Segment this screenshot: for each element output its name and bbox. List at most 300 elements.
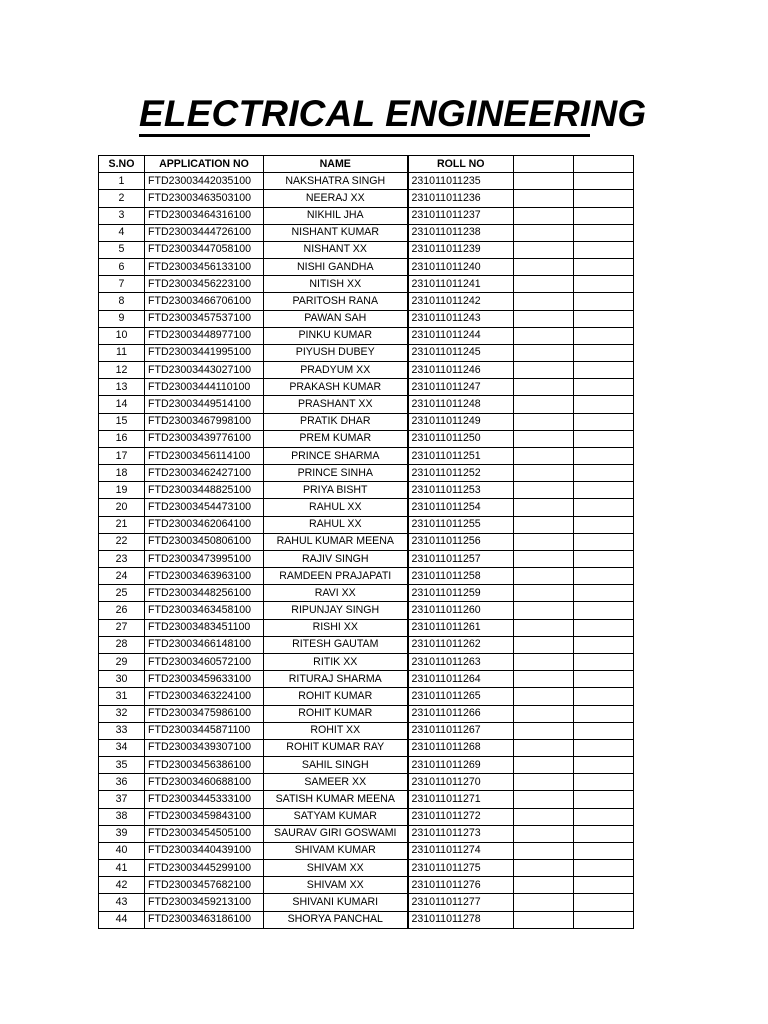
table-row bbox=[99, 619, 634, 636]
sno-cell: 19 bbox=[99, 482, 145, 499]
sno-cell: 27 bbox=[99, 619, 145, 636]
blank-cell bbox=[514, 722, 574, 739]
table-row bbox=[99, 465, 634, 482]
table-row bbox=[99, 533, 634, 550]
blank-cell bbox=[514, 241, 574, 258]
blank-cell bbox=[574, 808, 634, 825]
roll-no-cell: 231011011256 bbox=[408, 533, 514, 550]
name-cell: RIPUNJAY SINGH bbox=[264, 602, 408, 619]
blank-cell bbox=[514, 568, 574, 585]
name-cell: PRAKASH KUMAR bbox=[264, 379, 408, 396]
blank-cell bbox=[574, 327, 634, 344]
roll-no-cell: 231011011252 bbox=[408, 465, 514, 482]
name-cell: NAKSHATRA SINGH bbox=[264, 173, 408, 190]
roll-no-cell: 231011011277 bbox=[408, 894, 514, 911]
blank-cell bbox=[574, 362, 634, 379]
application-no-cell: FTD23003448825100 bbox=[145, 482, 264, 499]
blank-cell bbox=[574, 293, 634, 310]
blank-cell bbox=[514, 585, 574, 602]
sno-cell: 15 bbox=[99, 413, 145, 430]
blank-cell bbox=[574, 791, 634, 808]
table-row bbox=[99, 877, 634, 894]
table-row bbox=[99, 911, 634, 928]
blank-cell bbox=[574, 602, 634, 619]
application-no-cell: FTD23003459843100 bbox=[145, 808, 264, 825]
sno-cell: 16 bbox=[99, 430, 145, 447]
blank-cell bbox=[514, 224, 574, 241]
sno-cell: 4 bbox=[99, 224, 145, 241]
blank-cell bbox=[514, 516, 574, 533]
blank-cell bbox=[574, 825, 634, 842]
sno-cell: 18 bbox=[99, 465, 145, 482]
roll-no-cell: 231011011238 bbox=[408, 224, 514, 241]
name-cell: SATISH KUMAR MEENA bbox=[264, 791, 408, 808]
table-row bbox=[99, 653, 634, 670]
roll-no-cell: 231011011264 bbox=[408, 671, 514, 688]
sno-cell: 17 bbox=[99, 447, 145, 464]
name-cell: PRATIK DHAR bbox=[264, 413, 408, 430]
table-body bbox=[99, 173, 634, 929]
application-no-cell: FTD23003457682100 bbox=[145, 877, 264, 894]
table-row bbox=[99, 344, 634, 361]
blank-cell bbox=[574, 413, 634, 430]
table-row bbox=[99, 774, 634, 791]
sno-cell: 2 bbox=[99, 190, 145, 207]
name-cell: RISHI XX bbox=[264, 619, 408, 636]
sno-cell: 10 bbox=[99, 327, 145, 344]
application-no-cell: FTD23003447058100 bbox=[145, 241, 264, 258]
application-no-cell: FTD23003439307100 bbox=[145, 739, 264, 756]
sno-cell: 38 bbox=[99, 808, 145, 825]
name-cell: ROHIT KUMAR bbox=[264, 688, 408, 705]
header-row bbox=[99, 156, 634, 173]
name-cell: PRINCE SINHA bbox=[264, 465, 408, 482]
blank-cell bbox=[514, 877, 574, 894]
roll-no-cell: 231011011237 bbox=[408, 207, 514, 224]
table-row bbox=[99, 550, 634, 567]
table-row bbox=[99, 447, 634, 464]
roll-no-cell: 231011011240 bbox=[408, 259, 514, 276]
blank-cell bbox=[514, 619, 574, 636]
roll-no-cell: 231011011248 bbox=[408, 396, 514, 413]
roll-no-cell: 231011011257 bbox=[408, 550, 514, 567]
name-cell: RAVI XX bbox=[264, 585, 408, 602]
name-cell: SHIVAM XX bbox=[264, 860, 408, 877]
blank-cell bbox=[514, 774, 574, 791]
sno-cell: 32 bbox=[99, 705, 145, 722]
sno-cell: 34 bbox=[99, 739, 145, 756]
name-cell: RAHUL KUMAR MEENA bbox=[264, 533, 408, 550]
name-cell: RITIK XX bbox=[264, 653, 408, 670]
sno-cell: 44 bbox=[99, 911, 145, 928]
sno-cell: 40 bbox=[99, 842, 145, 859]
blank-cell bbox=[574, 379, 634, 396]
application-no-cell: FTD23003444726100 bbox=[145, 224, 264, 241]
header-blank-2 bbox=[574, 156, 634, 173]
roll-no-cell: 231011011270 bbox=[408, 774, 514, 791]
roll-no-cell: 231011011239 bbox=[408, 241, 514, 258]
blank-cell bbox=[574, 619, 634, 636]
table-row bbox=[99, 173, 634, 190]
name-cell: ROHIT KUMAR bbox=[264, 705, 408, 722]
blank-cell bbox=[574, 533, 634, 550]
blank-cell bbox=[574, 842, 634, 859]
student-roster-table bbox=[98, 155, 634, 929]
application-no-cell: FTD23003463458100 bbox=[145, 602, 264, 619]
name-cell: PARITOSH RANA bbox=[264, 293, 408, 310]
blank-cell bbox=[514, 671, 574, 688]
application-no-cell: FTD23003457537100 bbox=[145, 310, 264, 327]
roll-no-cell: 231011011269 bbox=[408, 757, 514, 774]
roll-no-cell: 231011011262 bbox=[408, 636, 514, 653]
sno-cell: 7 bbox=[99, 276, 145, 293]
table-row bbox=[99, 241, 634, 258]
name-cell: PRINCE SHARMA bbox=[264, 447, 408, 464]
table-row bbox=[99, 293, 634, 310]
application-no-cell: FTD23003449514100 bbox=[145, 396, 264, 413]
table-row bbox=[99, 499, 634, 516]
roll-no-cell: 231011011253 bbox=[408, 482, 514, 499]
application-no-cell: FTD23003475986100 bbox=[145, 705, 264, 722]
name-cell: ROHIT KUMAR RAY bbox=[264, 739, 408, 756]
table-row bbox=[99, 430, 634, 447]
application-no-cell: FTD23003445299100 bbox=[145, 860, 264, 877]
name-cell: SHIVAM XX bbox=[264, 877, 408, 894]
blank-cell bbox=[514, 636, 574, 653]
header-name: NAME bbox=[264, 156, 408, 173]
roll-no-cell: 231011011258 bbox=[408, 568, 514, 585]
blank-cell bbox=[514, 808, 574, 825]
application-no-cell: FTD23003466148100 bbox=[145, 636, 264, 653]
sno-cell: 5 bbox=[99, 241, 145, 258]
roll-no-cell: 231011011271 bbox=[408, 791, 514, 808]
blank-cell bbox=[514, 327, 574, 344]
blank-cell bbox=[514, 173, 574, 190]
sno-cell: 20 bbox=[99, 499, 145, 516]
sno-cell: 11 bbox=[99, 344, 145, 361]
name-cell: PIYUSH DUBEY bbox=[264, 344, 408, 361]
application-no-cell: FTD23003460688100 bbox=[145, 774, 264, 791]
sno-cell: 22 bbox=[99, 533, 145, 550]
application-no-cell: FTD23003442035100 bbox=[145, 173, 264, 190]
blank-cell bbox=[514, 207, 574, 224]
blank-cell bbox=[574, 860, 634, 877]
name-cell: SATYAM KUMAR bbox=[264, 808, 408, 825]
table-row bbox=[99, 568, 634, 585]
table-row bbox=[99, 259, 634, 276]
blank-cell bbox=[574, 396, 634, 413]
application-no-cell: FTD23003459213100 bbox=[145, 894, 264, 911]
blank-cell bbox=[574, 688, 634, 705]
application-no-cell: FTD23003443027100 bbox=[145, 362, 264, 379]
application-no-cell: FTD23003445333100 bbox=[145, 791, 264, 808]
sno-cell: 9 bbox=[99, 310, 145, 327]
header-application-no: APPLICATION NO bbox=[145, 156, 264, 173]
application-no-cell: FTD23003473995100 bbox=[145, 550, 264, 567]
application-no-cell: FTD23003448256100 bbox=[145, 585, 264, 602]
name-cell: RITESH GAUTAM bbox=[264, 636, 408, 653]
name-cell: PREM KUMAR bbox=[264, 430, 408, 447]
sno-cell: 30 bbox=[99, 671, 145, 688]
sno-cell: 43 bbox=[99, 894, 145, 911]
blank-cell bbox=[514, 482, 574, 499]
sno-cell: 21 bbox=[99, 516, 145, 533]
table-row bbox=[99, 482, 634, 499]
application-no-cell: FTD23003464316100 bbox=[145, 207, 264, 224]
table-row bbox=[99, 379, 634, 396]
name-cell: RAMDEEN PRAJAPATI bbox=[264, 568, 408, 585]
table-row bbox=[99, 791, 634, 808]
table-row bbox=[99, 602, 634, 619]
blank-cell bbox=[574, 705, 634, 722]
blank-cell bbox=[574, 568, 634, 585]
blank-cell bbox=[574, 259, 634, 276]
blank-cell bbox=[514, 911, 574, 928]
table-row bbox=[99, 585, 634, 602]
name-cell: PRASHANT XX bbox=[264, 396, 408, 413]
sno-cell: 1 bbox=[99, 173, 145, 190]
blank-cell bbox=[514, 825, 574, 842]
table-row bbox=[99, 842, 634, 859]
name-cell: PINKU KUMAR bbox=[264, 327, 408, 344]
blank-cell bbox=[574, 636, 634, 653]
blank-cell bbox=[574, 344, 634, 361]
sno-cell: 41 bbox=[99, 860, 145, 877]
blank-cell bbox=[514, 430, 574, 447]
roll-no-cell: 231011011268 bbox=[408, 739, 514, 756]
blank-cell bbox=[574, 550, 634, 567]
application-no-cell: FTD23003444110100 bbox=[145, 379, 264, 396]
sno-cell: 35 bbox=[99, 757, 145, 774]
blank-cell bbox=[514, 276, 574, 293]
blank-cell bbox=[574, 585, 634, 602]
blank-cell bbox=[514, 190, 574, 207]
roll-no-cell: 231011011272 bbox=[408, 808, 514, 825]
blank-cell bbox=[574, 722, 634, 739]
application-no-cell: FTD23003440439100 bbox=[145, 842, 264, 859]
application-no-cell: FTD23003460572100 bbox=[145, 653, 264, 670]
application-no-cell: FTD23003467998100 bbox=[145, 413, 264, 430]
blank-cell bbox=[574, 482, 634, 499]
application-no-cell: FTD23003463186100 bbox=[145, 911, 264, 928]
table-row bbox=[99, 705, 634, 722]
roll-no-cell: 231011011241 bbox=[408, 276, 514, 293]
blank-cell bbox=[514, 894, 574, 911]
blank-cell bbox=[574, 757, 634, 774]
blank-cell bbox=[514, 739, 574, 756]
blank-cell bbox=[574, 774, 634, 791]
sno-cell: 14 bbox=[99, 396, 145, 413]
roll-no-cell: 231011011261 bbox=[408, 619, 514, 636]
table-row bbox=[99, 722, 634, 739]
blank-cell bbox=[574, 224, 634, 241]
table-row bbox=[99, 808, 634, 825]
blank-cell bbox=[514, 310, 574, 327]
header-blank-1 bbox=[514, 156, 574, 173]
blank-cell bbox=[574, 447, 634, 464]
roll-no-cell: 231011011242 bbox=[408, 293, 514, 310]
blank-cell bbox=[574, 739, 634, 756]
application-no-cell: FTD23003459633100 bbox=[145, 671, 264, 688]
sno-cell: 13 bbox=[99, 379, 145, 396]
roll-no-cell: 231011011254 bbox=[408, 499, 514, 516]
blank-cell bbox=[574, 276, 634, 293]
name-cell: PRIYA BISHT bbox=[264, 482, 408, 499]
table-row bbox=[99, 860, 634, 877]
roll-no-cell: 231011011250 bbox=[408, 430, 514, 447]
sno-cell: 26 bbox=[99, 602, 145, 619]
blank-cell bbox=[574, 310, 634, 327]
table-row bbox=[99, 396, 634, 413]
sno-cell: 6 bbox=[99, 259, 145, 276]
roll-no-cell: 231011011265 bbox=[408, 688, 514, 705]
blank-cell bbox=[514, 602, 574, 619]
application-no-cell: FTD23003445871100 bbox=[145, 722, 264, 739]
roll-no-cell: 231011011249 bbox=[408, 413, 514, 430]
name-cell: ROHIT XX bbox=[264, 722, 408, 739]
roll-no-cell: 231011011243 bbox=[408, 310, 514, 327]
name-cell: RAHUL XX bbox=[264, 499, 408, 516]
roll-no-cell: 231011011266 bbox=[408, 705, 514, 722]
table-row bbox=[99, 362, 634, 379]
application-no-cell: FTD23003463503100 bbox=[145, 190, 264, 207]
blank-cell bbox=[574, 173, 634, 190]
blank-cell bbox=[514, 379, 574, 396]
name-cell: PRADYUM XX bbox=[264, 362, 408, 379]
sno-cell: 37 bbox=[99, 791, 145, 808]
application-no-cell: FTD23003466706100 bbox=[145, 293, 264, 310]
roll-no-cell: 231011011245 bbox=[408, 344, 514, 361]
table-row bbox=[99, 327, 634, 344]
roll-no-cell: 231011011246 bbox=[408, 362, 514, 379]
name-cell: NISHANT XX bbox=[264, 241, 408, 258]
table-row bbox=[99, 739, 634, 756]
sno-cell: 25 bbox=[99, 585, 145, 602]
roll-no-cell: 231011011255 bbox=[408, 516, 514, 533]
blank-cell bbox=[514, 362, 574, 379]
table-row bbox=[99, 894, 634, 911]
blank-cell bbox=[574, 207, 634, 224]
name-cell: NISHI GANDHA bbox=[264, 259, 408, 276]
blank-cell bbox=[574, 430, 634, 447]
application-no-cell: FTD23003483451100 bbox=[145, 619, 264, 636]
blank-cell bbox=[514, 413, 574, 430]
sno-cell: 23 bbox=[99, 550, 145, 567]
table-row bbox=[99, 224, 634, 241]
blank-cell bbox=[574, 190, 634, 207]
name-cell: SHIVAM KUMAR bbox=[264, 842, 408, 859]
application-no-cell: FTD23003456386100 bbox=[145, 757, 264, 774]
roll-no-cell: 231011011274 bbox=[408, 842, 514, 859]
blank-cell bbox=[514, 653, 574, 670]
sno-cell: 28 bbox=[99, 636, 145, 653]
blank-cell bbox=[514, 688, 574, 705]
sno-cell: 36 bbox=[99, 774, 145, 791]
blank-cell bbox=[574, 516, 634, 533]
name-cell: SHORYA PANCHAL bbox=[264, 911, 408, 928]
name-cell: SAURAV GIRI GOSWAMI bbox=[264, 825, 408, 842]
roll-no-cell: 231011011235 bbox=[408, 173, 514, 190]
application-no-cell: FTD23003463963100 bbox=[145, 568, 264, 585]
application-no-cell: FTD23003456114100 bbox=[145, 447, 264, 464]
table-header bbox=[99, 156, 634, 173]
blank-cell bbox=[574, 499, 634, 516]
application-no-cell: FTD23003439776100 bbox=[145, 430, 264, 447]
table-row bbox=[99, 636, 634, 653]
roll-no-cell: 231011011278 bbox=[408, 911, 514, 928]
blank-cell bbox=[514, 396, 574, 413]
name-cell: SHIVANI KUMARI bbox=[264, 894, 408, 911]
sno-cell: 29 bbox=[99, 653, 145, 670]
roll-no-cell: 231011011263 bbox=[408, 653, 514, 670]
application-no-cell: FTD23003441995100 bbox=[145, 344, 264, 361]
name-cell: NISHANT KUMAR bbox=[264, 224, 408, 241]
blank-cell bbox=[514, 465, 574, 482]
name-cell: SAHIL SINGH bbox=[264, 757, 408, 774]
table-row bbox=[99, 688, 634, 705]
blank-cell bbox=[574, 894, 634, 911]
application-no-cell: FTD23003448977100 bbox=[145, 327, 264, 344]
blank-cell bbox=[514, 533, 574, 550]
blank-cell bbox=[574, 241, 634, 258]
name-cell: PAWAN SAH bbox=[264, 310, 408, 327]
sno-cell: 12 bbox=[99, 362, 145, 379]
sno-cell: 31 bbox=[99, 688, 145, 705]
blank-cell bbox=[514, 757, 574, 774]
sno-cell: 33 bbox=[99, 722, 145, 739]
name-cell: RAJIV SINGH bbox=[264, 550, 408, 567]
roll-no-cell: 231011011244 bbox=[408, 327, 514, 344]
blank-cell bbox=[514, 842, 574, 859]
roll-no-cell: 231011011260 bbox=[408, 602, 514, 619]
blank-cell bbox=[574, 671, 634, 688]
blank-cell bbox=[514, 344, 574, 361]
application-no-cell: FTD23003450806100 bbox=[145, 533, 264, 550]
name-cell: NEERAJ XX bbox=[264, 190, 408, 207]
roll-no-cell: 231011011236 bbox=[408, 190, 514, 207]
application-no-cell: FTD23003463224100 bbox=[145, 688, 264, 705]
roll-no-cell: 231011011273 bbox=[408, 825, 514, 842]
blank-cell bbox=[574, 653, 634, 670]
blank-cell bbox=[574, 911, 634, 928]
sno-cell: 8 bbox=[99, 293, 145, 310]
roll-no-cell: 231011011259 bbox=[408, 585, 514, 602]
roll-no-cell: 231011011276 bbox=[408, 877, 514, 894]
application-no-cell: FTD23003456133100 bbox=[145, 259, 264, 276]
page-title: ELECTRICAL ENGINEERING bbox=[139, 93, 647, 134]
blank-cell bbox=[514, 550, 574, 567]
table-row bbox=[99, 310, 634, 327]
sno-cell: 42 bbox=[99, 877, 145, 894]
application-no-cell: FTD23003456223100 bbox=[145, 276, 264, 293]
table-row bbox=[99, 207, 634, 224]
application-no-cell: FTD23003454505100 bbox=[145, 825, 264, 842]
blank-cell bbox=[514, 499, 574, 516]
table-row bbox=[99, 671, 634, 688]
blank-cell bbox=[514, 293, 574, 310]
roll-no-cell: 231011011247 bbox=[408, 379, 514, 396]
sno-cell: 3 bbox=[99, 207, 145, 224]
name-cell: RITURAJ SHARMA bbox=[264, 671, 408, 688]
blank-cell bbox=[574, 465, 634, 482]
blank-cell bbox=[514, 860, 574, 877]
blank-cell bbox=[514, 259, 574, 276]
application-no-cell: FTD23003462064100 bbox=[145, 516, 264, 533]
blank-cell bbox=[574, 877, 634, 894]
header-sno: S.NO bbox=[99, 156, 145, 173]
table-row bbox=[99, 276, 634, 293]
blank-cell bbox=[514, 447, 574, 464]
